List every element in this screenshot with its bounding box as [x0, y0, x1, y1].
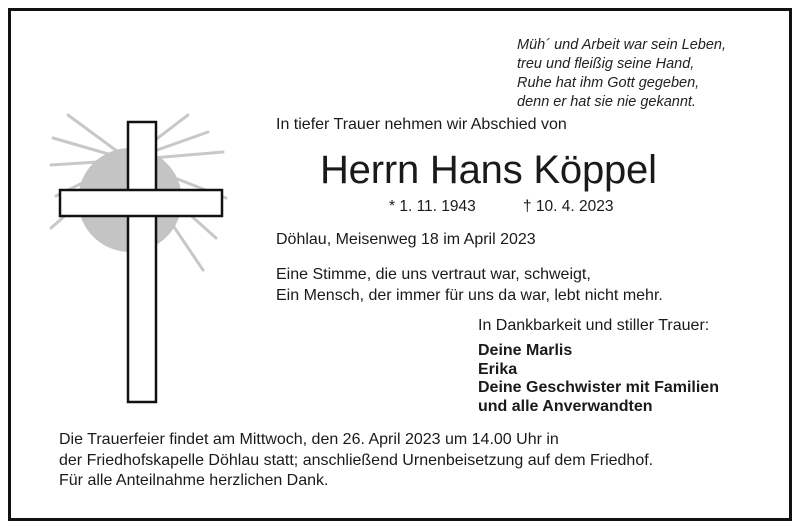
funeral-line: der Friedhofskapelle Döhlau statt; anschließend Urnenbeisetzung auf dem Friedhof. [59, 451, 654, 469]
intro-text: In tiefer Trauer nehmen wir Abschied von [276, 116, 567, 133]
mourners-list [478, 342, 719, 416]
poem-line: denn er hat sie nie gekannt. [517, 94, 696, 110]
place-date: Döhlau, Meisenweg 18 im April 2023 [276, 231, 536, 248]
saying-line: Eine Stimme, die uns vertraut war, schweigt, [276, 266, 591, 283]
poem [517, 36, 726, 112]
saying [276, 264, 663, 306]
mourner: Erika [478, 360, 518, 378]
funeral-line: Die Trauerfeier findet am Mittwoch, den 26. April 2023 um 14.00 Uhr in [59, 431, 559, 448]
poem-line: Müh´ und Arbeit war sein Leben, [517, 37, 727, 53]
cross-with-rays-icon [48, 110, 238, 410]
mourner: Deine Geschwister mit Familien [478, 379, 719, 396]
thanks-line: In Dankbarkeit und stiller Trauer: [478, 317, 710, 334]
death-date: † 10. 4. 2023 [523, 198, 614, 215]
mourner: Deine Marlis [478, 342, 573, 359]
deceased-name: Herrn Hans Köppel [320, 148, 657, 192]
birth-date: * 1. 11. 1943 [389, 198, 476, 215]
poem-line: Ruhe hat ihm Gott gegeben, [517, 75, 700, 91]
saying-line: Ein Mensch, der immer für uns da war, lebt nicht mehr. [276, 287, 663, 304]
funeral-line: Für alle Anteilnahme herzlichen Dank. [59, 472, 329, 489]
funeral-info [59, 430, 653, 492]
mourner: und alle Anverwandten [478, 397, 653, 415]
poem-line: treu und fleißig seine Hand, [517, 56, 695, 72]
